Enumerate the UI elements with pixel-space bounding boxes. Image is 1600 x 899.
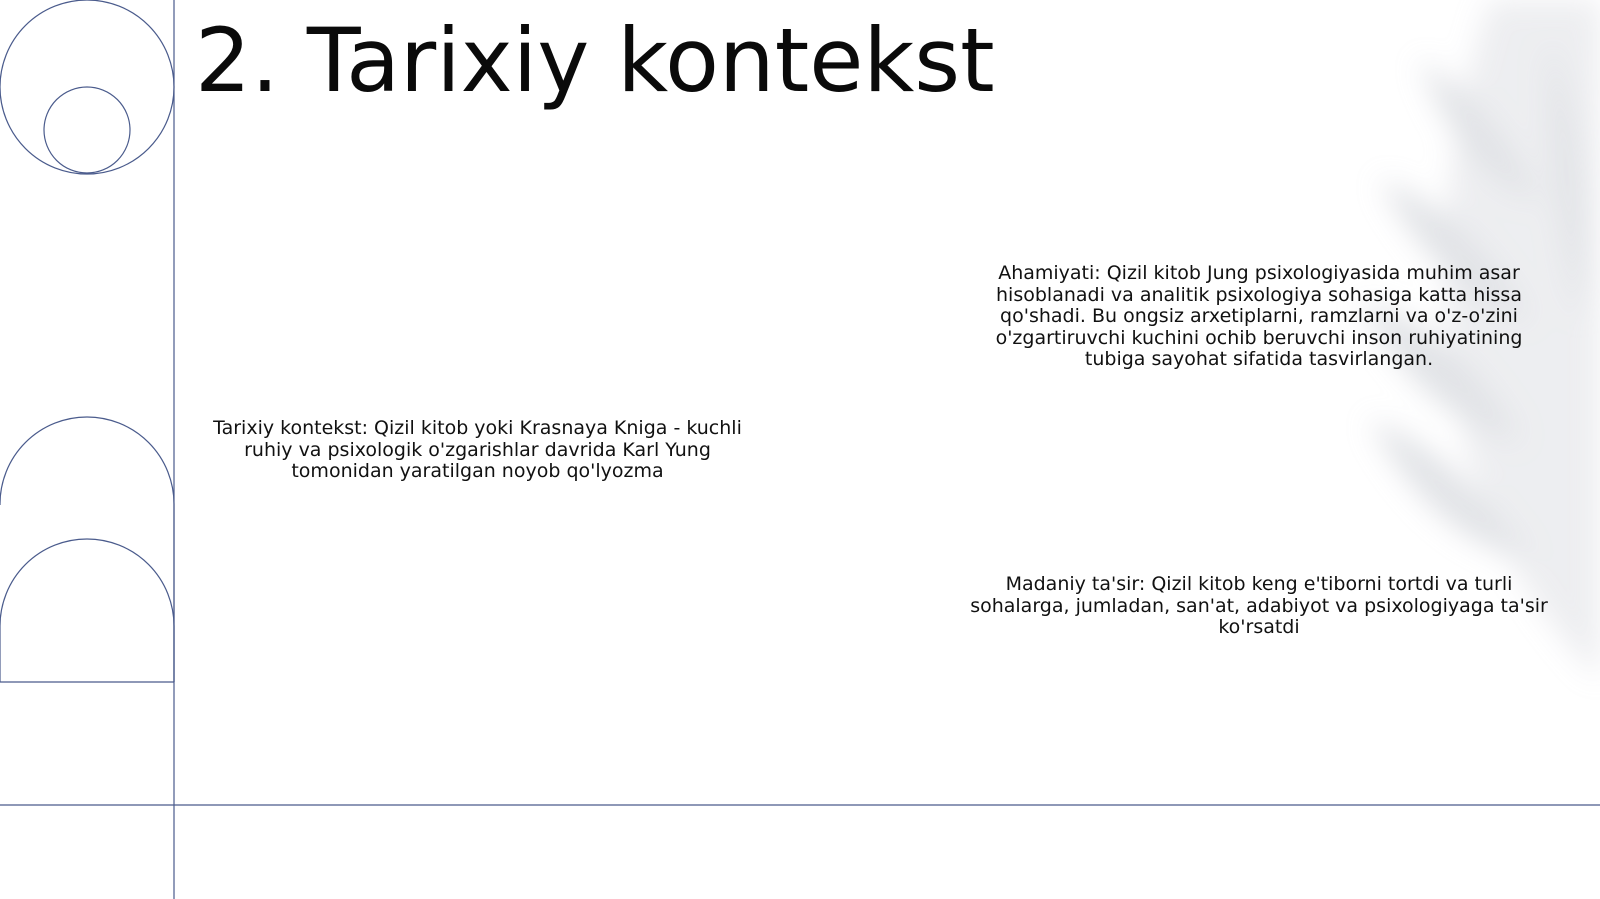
cultural-impact-paragraph: Madaniy ta'sir: Qizil kitob keng e'tiborni tortdi va turli sohalarga, jumladan, san'at, adabiyot va psixologiyaga ta'sir ko'rsatdi <box>970 573 1548 638</box>
small-circle <box>44 87 130 173</box>
importance-paragraph: Ahamiyati: Qizil kitob Jung psixologiyasida muhim asar hisoblanadi va analitik psixologiya sohasiga katta hissa qo'shadi. Bu ongsiz arxetiplarni, ramzlarni va o'z-o'zini o'zgartiruvchi kuchini ochib beruvchi inson ruhiyatining tubiga sayohat sifatida tasvirlangan. <box>995 262 1523 370</box>
upper-arch <box>0 417 174 682</box>
lower-arch <box>0 539 174 682</box>
context-paragraph: Tarixiy kontekst: Qizil kitob yoki Krasnaya Kniga - kuchli ruhiy va psixologik o'zgarishlar davrida Karl Yung tomonidan yaratilgan noyob qo'lyozma <box>213 417 742 482</box>
page-title: 2. Tarixiy kontekst <box>195 9 995 112</box>
